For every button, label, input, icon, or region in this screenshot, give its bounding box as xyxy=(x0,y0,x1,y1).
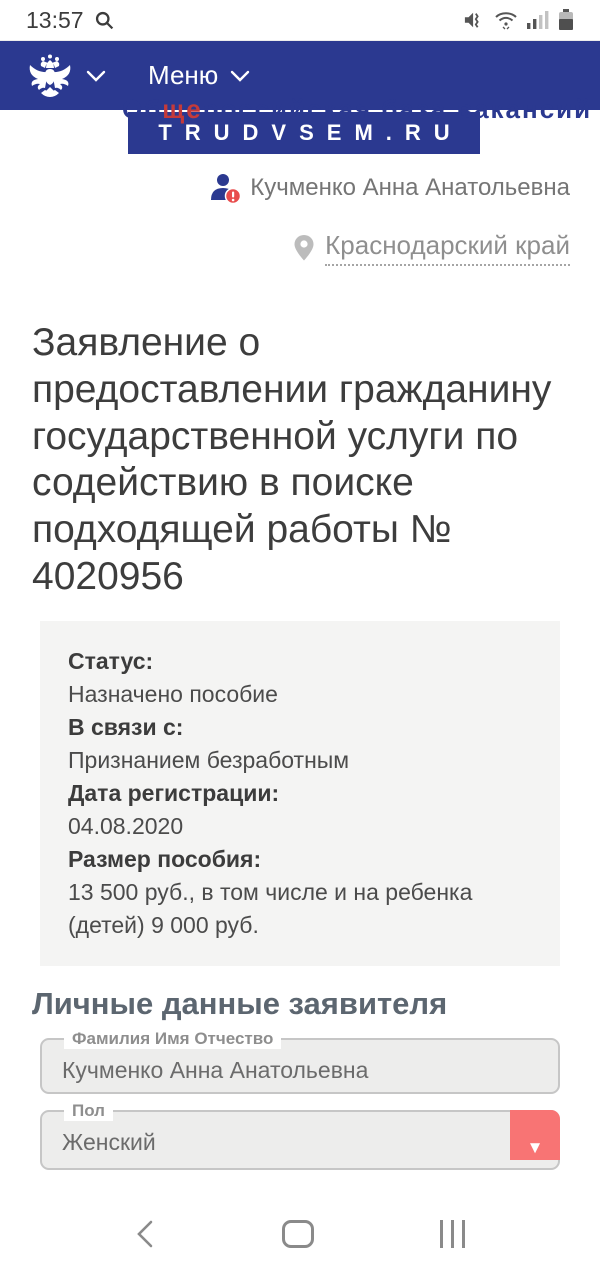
gender-field-value[interactable]: Женский xyxy=(62,1128,156,1155)
personal-data-section-title: Личные данные заявителя xyxy=(32,985,448,1021)
gender-field[interactable] xyxy=(40,1100,560,1170)
trudvsem-logo-text: TRUDVSEM.RU xyxy=(158,120,463,145)
user-name[interactable]: Кучменко Анна Анатольевна xyxy=(250,174,570,201)
status-card-value: 13 500 руб., в том числе и на ребенка (детей) 9 000 руб. xyxy=(68,878,473,938)
location-pin-icon xyxy=(293,234,315,262)
gender-field-label: Пол xyxy=(64,1101,113,1121)
status-card-value: 04.08.2020 xyxy=(68,812,184,839)
dropdown-arrow-icon: ▼ xyxy=(526,1138,544,1158)
vibrate-mute-icon xyxy=(463,10,485,30)
nav-recents-icon[interactable] xyxy=(440,1220,465,1248)
tagline-part: Об xyxy=(122,94,163,124)
android-nav-bar xyxy=(0,1203,600,1265)
search-icon xyxy=(94,10,115,31)
nav-back-icon[interactable] xyxy=(135,1219,155,1249)
brand-tagline-clipped xyxy=(0,94,600,124)
status-card-label: В связи с: xyxy=(68,713,184,740)
region-row[interactable] xyxy=(0,230,600,266)
tagline-part-red: ще xyxy=(162,94,203,124)
logo-chevron-down-icon[interactable] xyxy=(86,70,106,82)
nav-home-icon[interactable] xyxy=(282,1220,314,1248)
menu-chevron-down-icon[interactable] xyxy=(230,70,250,82)
battery-icon xyxy=(558,9,574,31)
page-title: Заявление о предоставлении гражданину государственной услуги по содействию в поиске подходящей работы № 4020956 xyxy=(32,321,552,598)
tagline-part: российская база вакансий xyxy=(202,94,593,124)
user-row[interactable] xyxy=(0,172,600,204)
fio-field[interactable] xyxy=(40,1028,560,1094)
menu-button[interactable]: Меню xyxy=(148,60,219,90)
status-card-value: Назначено пособие xyxy=(68,680,278,707)
status-card xyxy=(40,621,560,966)
status-card-value: Признанием безработным xyxy=(68,746,350,773)
signal-icon xyxy=(527,10,549,30)
fio-field-value[interactable]: Кучменко Анна Анатольевна xyxy=(62,1056,369,1083)
user-profile-icon xyxy=(210,172,244,204)
status-card-label: Размер пособия: xyxy=(68,845,262,872)
status-card-label: Статус: xyxy=(68,647,154,674)
wifi-icon xyxy=(494,10,518,30)
status-bar xyxy=(0,0,600,41)
region-link[interactable]: Краснодарский край xyxy=(325,230,570,266)
gender-dropdown-button[interactable] xyxy=(510,1110,560,1160)
clock: 13:57 xyxy=(26,6,84,33)
status-card-label: Дата регистрации: xyxy=(68,779,280,806)
fio-field-label: Фамилия Имя Отчество xyxy=(64,1029,281,1049)
coat-of-arms-icon[interactable] xyxy=(26,53,74,99)
